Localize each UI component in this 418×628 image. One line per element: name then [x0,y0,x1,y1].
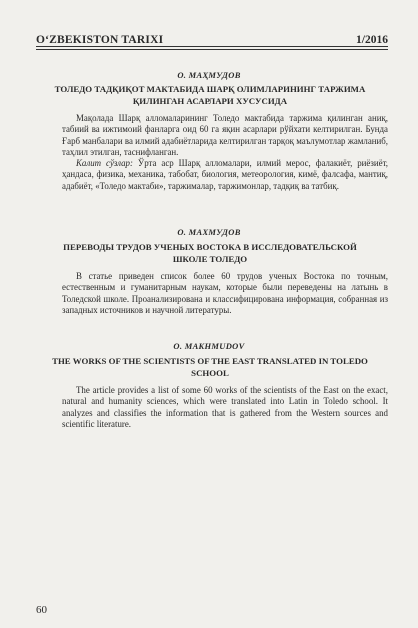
abstract-en: The article provides a list of some 60 works of the scientists of the East on the exact, natural and humanity sciences, which were translated into Latin in Toledo school. It analyzes and classifies the information that is gathered from the Western sources and scientific literature. [62,385,388,429]
keywords-label: Калит сўзлар: [76,158,133,168]
article-title-ru: ПЕРЕВОДЫ ТРУДОВ УЧЕНЫХ ВОСТОКА В ИССЛЕДОВАТЕЛЬСКОЙ ШКОЛЕ ТОЛЕДО [63,242,357,264]
article-title-uz: ТОЛЕДО ТАДҚИҚОТ МАКТАБИДА ШАРҚ ОЛИМЛАРИНИНГ ТАРЖИМА ҚИЛИНГАН АСАРЛАРИ ХУСУСИДА [54,84,366,106]
page-number: 60 [36,604,47,616]
article-title-en: THE WORKS OF THE SCIENTISTS OF THE EAST TRANSLATED IN TOLEDO SCHOOL [52,356,368,378]
issue-number: 1/2016 [353,34,388,46]
header-rule-lower [36,49,388,50]
keywords-uz [62,158,388,192]
abstract-ru: В статье приведен список более 60 трудов ученых Востока по точным, естественным и гуманитарным наукам, которые были переведены на латынь в Толедской школе. Проанализирована и классифицирована информация, собранная из западных источников и научной литературы. [62,271,388,315]
journal-title: O‘ZBEKISTON TARIXI [36,34,166,46]
author-en: O. MAKHMUDOV [173,341,245,351]
author-uz: О. МАҲМУДОВ [177,70,241,80]
running-header [36,34,388,50]
keywords-text: Ўрта аср Шарқ алломалари, илмий мерос, фалакиёт, риёзиёт, ҳандаса, физика, механика, табобат, биология, метеорология, кимё, фалсафа, мантиқ, адабиёт, «Толедо мактаби», таржималар, таржимонлар, тадқиқ ва татбиқ. [62,158,388,191]
author-ru: О. МАХМУДОВ [177,227,241,237]
header-rule [36,46,388,47]
abstract-uz: Мақолада Шарқ алломаларининг Толедо мактабида таржима қилинган аниқ, табиий ва ижтимоий фанларга оид 60 га яқин асарлари рўйхати келтирилган. Бунда Ғарб манбалари ва илмий адабиётларида келтирилган тарқоқ маълумотлар жамланиб, таҳлил этилган, таснифланган. [62,113,388,157]
